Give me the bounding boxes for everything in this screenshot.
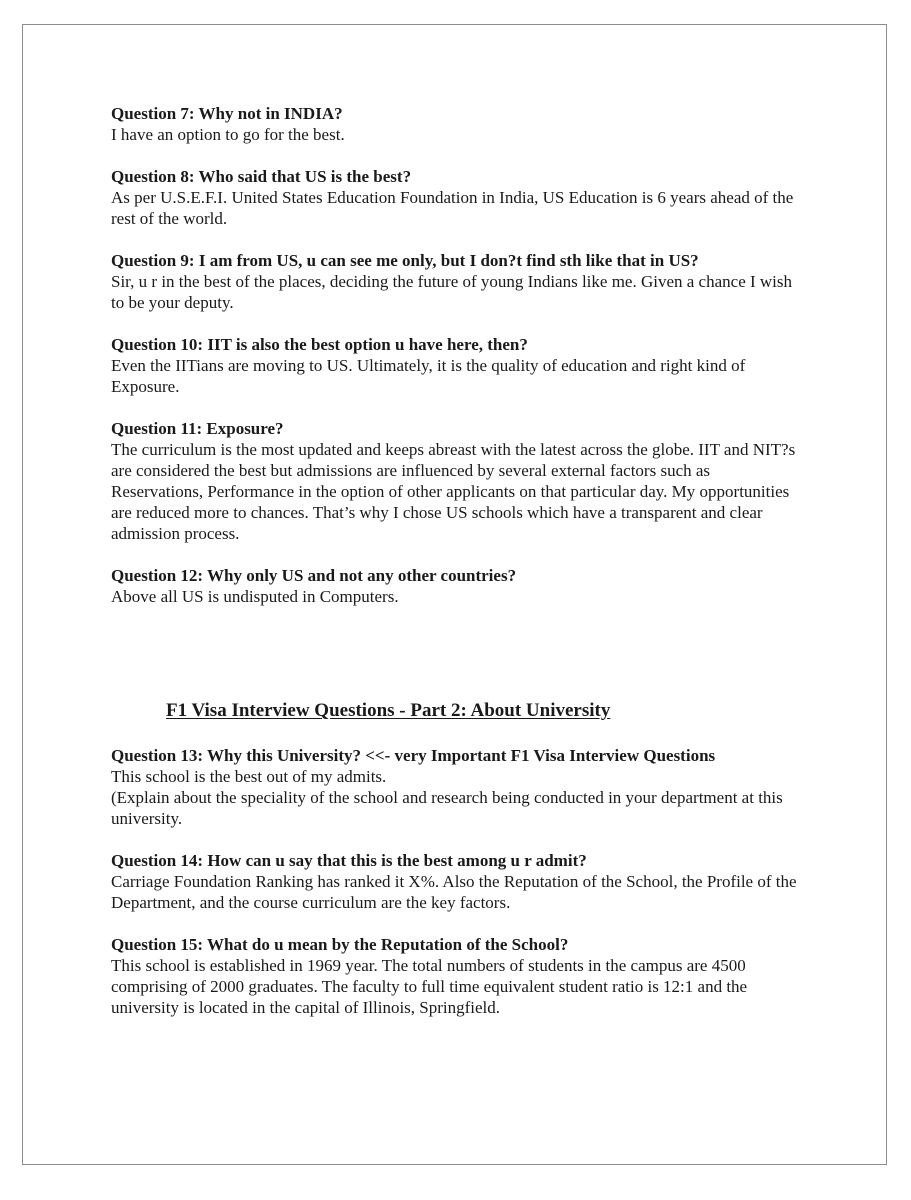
qa-item [111,418,861,544]
answer-line: Exposure. [111,377,180,396]
answer-text [111,355,861,397]
answer-line: Above all US is undisputed in Computers. [111,587,399,606]
qa-section-2 [111,745,861,1039]
question-heading: Question 7: Why not in INDIA? [111,104,343,123]
answer-line: Reservations, Performance in the option of other applicants on that particular day. My opportunities [111,482,790,501]
answer-line: Carriage Foundation Ranking has ranked it X%. Also the Reputation of the School, the Profile of the [111,872,797,891]
answer-line: The curriculum is the most updated and keeps abreast with the latest across the globe. IIT and NIT?s [111,440,796,459]
question-heading: Question 15: What do u mean by the Reputation of the School? [111,935,569,954]
qa-item [111,166,861,229]
answer-line: This school is the best out of my admits. [111,767,387,786]
question-heading: Question 14: How can u say that this is the best among u r admit? [111,851,587,870]
answer-text [111,955,861,1018]
question-heading: Question 12: Why only US and not any other countries? [111,566,517,585]
answer-line: comprising of 2000 graduates. The faculty to full time equivalent student ratio is 12:1 and the [111,977,748,996]
answer-line: admission process. [111,524,240,543]
answer-line: Even the IITians are moving to US. Ultimately, it is the quality of education and right kind of [111,356,746,375]
question-heading: Question 13: Why this University? <<- very Important F1 Visa Interview Questions [111,746,716,765]
section-heading: F1 Visa Interview Questions - Part 2: About University [166,700,611,721]
answer-line: This school is established in 1969 year. The total numbers of students in the campus are 4500 [111,956,746,975]
answer-text [111,439,861,544]
answer-line: (Explain about the speciality of the school and research being conducted in your department at this [111,788,783,807]
qa-item [111,334,861,397]
qa-item [111,250,861,313]
qa-item [111,745,861,829]
qa-item [111,850,861,913]
qa-section-1 [111,103,861,628]
answer-line: I have an option to go for the best. [111,125,345,144]
answer-line: to be your deputy. [111,293,234,312]
answer-line: are considered the best but admissions are influenced by several external factors such as [111,461,711,480]
answer-text [111,124,861,145]
answer-line: Sir, u r in the best of the places, deciding the future of young Indians like me. Given a chance I wish [111,272,793,291]
answer-line: are reduced more to chances. That’s why I chose US schools which have a transparent and clear [111,503,763,522]
question-heading: Question 9: I am from US, u can see me only, but I don?t find sth like that in US? [111,251,699,270]
answer-line: rest of the world. [111,209,228,228]
answer-line: Department, and the course curriculum are the key factors. [111,893,511,912]
answer-text [111,871,861,913]
answer-line: university. [111,809,183,828]
qa-item [111,103,861,145]
answer-text [111,187,861,229]
qa-item [111,565,861,607]
answer-text [111,271,861,313]
answer-line: As per U.S.E.F.I. United States Education Foundation in India, US Education is 6 years ahead of the [111,188,794,207]
question-heading: Question 8: Who said that US is the best? [111,167,412,186]
answer-line: university is located in the capital of Illinois, Springfield. [111,998,501,1017]
question-heading: Question 10: IIT is also the best option u have here, then? [111,335,528,354]
answer-text [111,586,861,607]
qa-item [111,934,861,1018]
question-heading: Question 11: Exposure? [111,419,284,438]
answer-text [111,766,861,829]
